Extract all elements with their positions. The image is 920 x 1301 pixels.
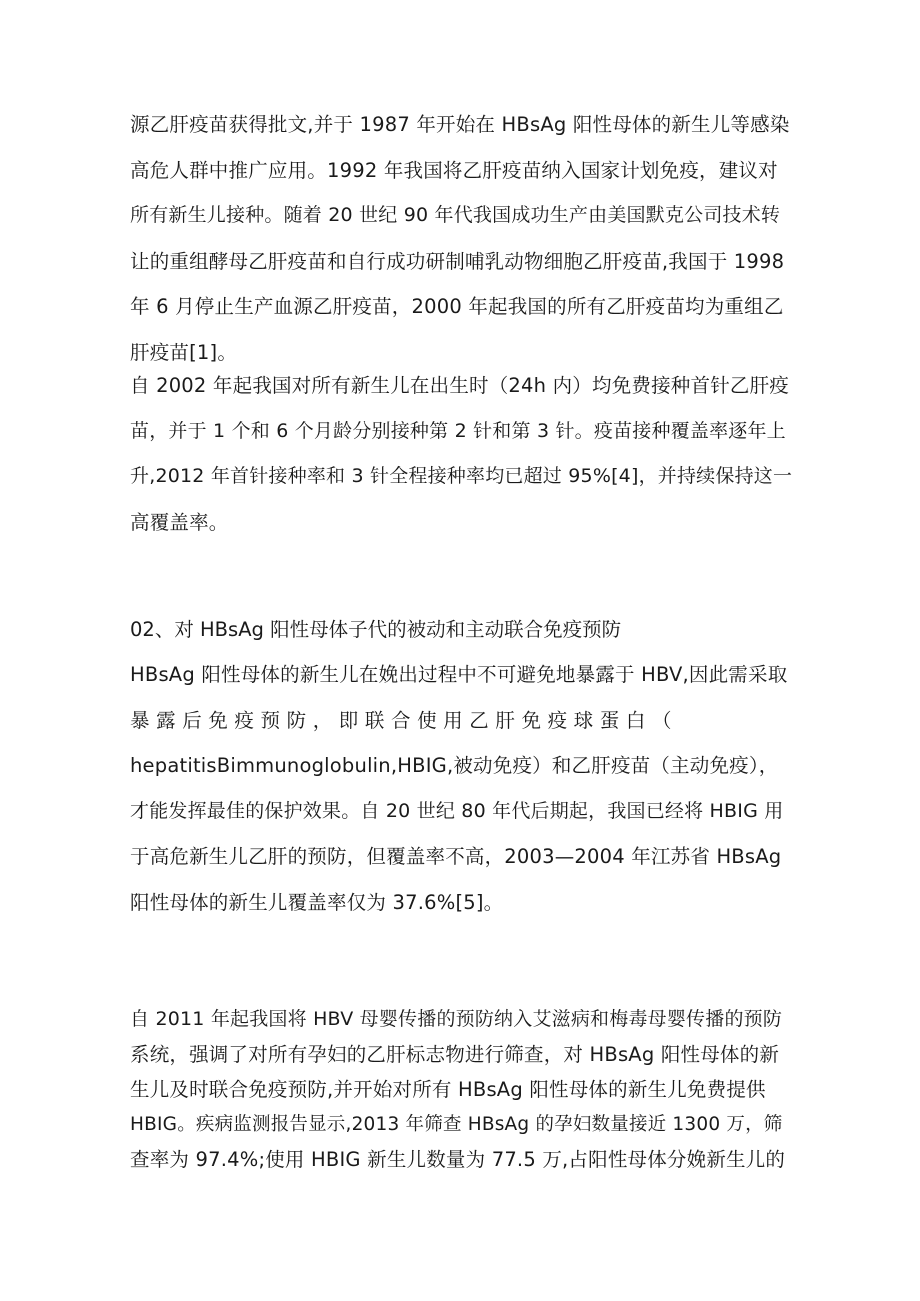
text-line: 自 2002 年起我国对所有新生儿在出生时（24h 内）均免费接种首针乙肝疫 <box>130 374 789 397</box>
paragraph-prevention-program <box>130 1002 792 1177</box>
text-line: hepatitisBimmunoglobulin,HBIG,被动免疫）和乙肝疫苗（主动免疫）， <box>130 754 779 777</box>
text-line: 所有新生儿接种。随着 20 世纪 90 年代我国成功生产由美国默克公司技术转 <box>130 204 781 226</box>
section-heading: 02、对 HBsAg 阳性母体子代的被动和主动联合免疫预防 <box>130 618 622 641</box>
text-line: 自 2011 年起我国将 HBV 母婴传播的预防纳入艾滋病和梅毒母婴传播的预防 <box>130 1008 783 1030</box>
text-line: 年 6 月停止生产血源乙肝疫苗，2000 年起我国的所有乙肝疫苗均为重组乙 <box>130 295 784 318</box>
text-line: 让的重组酵母乙肝疫苗和自行成功研制哺乳动物细胞乙肝疫苗,我国于 1998 <box>130 249 785 273</box>
paragraph-free-vaccination <box>130 363 792 545</box>
paragraph-vaccine-history <box>130 102 792 375</box>
paragraph-passive-active-immunization <box>130 652 792 925</box>
text-line: 才能发挥最佳的保护效果。自 20 世纪 80 年代后期起，我国已经将 HBIG 用 <box>130 799 784 822</box>
text-line: HBsAg 阳性母体的新生儿在娩出过程中不可避免地暴露于 HBV,因此需采取 <box>130 663 788 686</box>
text-line: 阳性母体的新生儿覆盖率仅为 37.6%[5]。 <box>130 890 504 914</box>
text-line: 肝疫苗[1]。 <box>130 340 238 364</box>
text-line: 查率为 97.4%;使用 HBIG 新生儿数量为 77.5 万,占阳性母体分娩新生儿的 <box>130 1148 786 1171</box>
text-line: 高危人群中推广应用。1992 年我国将乙肝疫苗纳入国家计划免疫，建议对 <box>130 158 778 182</box>
text-line: 源乙肝疫苗获得批文,并于 1987 年开始在 HBsAg 阳性母体的新生儿等感染 <box>130 113 790 136</box>
text-line: 暴 露 后 免 疫 预 防 ， 即 联 合 使 用 乙 肝 免 疫 球 蛋 白 （ <box>130 708 672 732</box>
text-line: 生儿及时联合免疫预防,并开始对所有 HBsAg 阳性母体的新生儿免费提供 <box>130 1078 766 1101</box>
text-line: 苗，并于 1 个和 6 个月龄分别接种第 2 针和第 3 针。疫苗接种覆盖率逐年上 <box>130 419 786 442</box>
text-line: 系统，强调了对所有孕妇的乙肝标志物进行筛查，对 HBsAg 阳性母体的新 <box>130 1043 780 1066</box>
text-line: HBIG。疾病监测报告显示,2013 年筛查 HBsAg 的孕妇数量接近 1300 万，筛 <box>130 1114 783 1135</box>
text-line: 升,2012 年首针接种率和 3 针全程接种率均已超过 95%[4]，并持续保持这一 <box>130 465 793 487</box>
text-line: 高覆盖率。 <box>130 510 229 534</box>
text-line: 于高危新生儿乙肝的预防，但覆盖率不高，2003—2004 年江苏省 HBsAg <box>130 845 782 868</box>
